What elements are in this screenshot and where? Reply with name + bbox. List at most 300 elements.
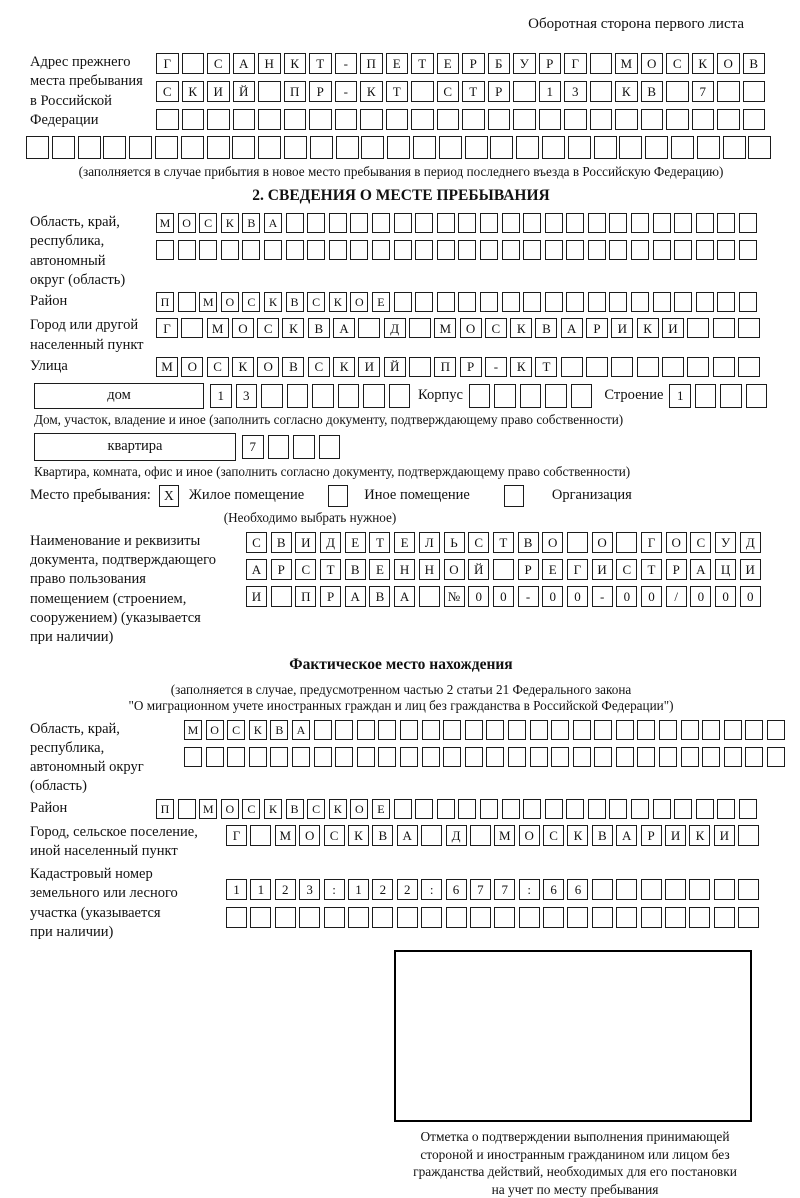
stay-type-checkbox-other[interactable] [328, 485, 348, 507]
char-box[interactable]: О [519, 825, 540, 846]
char-box[interactable]: Г [156, 53, 179, 74]
char-box[interactable] [530, 747, 548, 767]
char-box[interactable]: Р [539, 53, 562, 74]
char-box[interactable]: М [199, 799, 217, 819]
char-box[interactable] [545, 384, 567, 408]
char-box[interactable] [588, 240, 606, 260]
char-box[interactable] [561, 357, 583, 377]
char-box[interactable]: О [460, 318, 482, 338]
char-box[interactable]: В [743, 53, 766, 74]
char-box[interactable]: Д [384, 318, 406, 338]
char-box[interactable] [250, 825, 271, 846]
char-box[interactable] [631, 292, 649, 312]
char-box[interactable] [78, 136, 101, 159]
char-box[interactable] [717, 81, 740, 102]
char-box[interactable] [206, 747, 224, 767]
char-box[interactable]: С [308, 357, 330, 377]
char-box[interactable] [465, 136, 488, 159]
char-box[interactable] [594, 747, 612, 767]
char-box[interactable]: С [227, 720, 245, 740]
char-box[interactable] [571, 384, 593, 408]
char-box[interactable] [314, 747, 332, 767]
char-box[interactable]: Р [586, 318, 608, 338]
char-box[interactable] [545, 240, 563, 260]
char-box[interactable]: - [518, 586, 539, 607]
char-box[interactable] [566, 292, 584, 312]
char-box[interactable]: К [221, 213, 239, 233]
char-box[interactable] [637, 357, 659, 377]
char-box[interactable]: Е [437, 53, 460, 74]
char-box[interactable] [358, 318, 380, 338]
char-box[interactable]: К [249, 720, 267, 740]
char-box[interactable]: : [324, 879, 345, 900]
char-box[interactable] [232, 136, 255, 159]
char-box[interactable]: С [295, 559, 316, 580]
char-box[interactable]: У [715, 532, 736, 553]
char-box[interactable]: С [257, 318, 279, 338]
char-box[interactable]: - [485, 357, 507, 377]
char-box[interactable]: Т [641, 559, 662, 580]
char-box[interactable] [284, 136, 307, 159]
char-box[interactable] [566, 799, 584, 819]
char-box[interactable] [258, 109, 281, 130]
char-box[interactable]: А [246, 559, 267, 580]
char-box[interactable]: Е [372, 799, 390, 819]
char-box[interactable] [516, 136, 539, 159]
char-box[interactable]: 7 [692, 81, 715, 102]
char-box[interactable] [616, 532, 637, 553]
char-box[interactable] [745, 720, 763, 740]
char-box[interactable] [564, 109, 587, 130]
char-box[interactable]: Р [271, 559, 292, 580]
char-box[interactable]: / [666, 586, 687, 607]
char-box[interactable]: Г [641, 532, 662, 553]
char-box[interactable]: В [369, 586, 390, 607]
char-box[interactable] [363, 384, 385, 408]
char-box[interactable] [488, 109, 511, 130]
char-box[interactable] [129, 136, 152, 159]
char-box[interactable]: А [616, 825, 637, 846]
char-box[interactable] [641, 907, 662, 928]
char-box[interactable] [293, 435, 315, 459]
char-box[interactable] [545, 799, 563, 819]
char-box[interactable] [502, 799, 520, 819]
char-box[interactable]: В [286, 292, 304, 312]
char-box[interactable] [659, 720, 677, 740]
char-box[interactable] [609, 292, 627, 312]
char-box[interactable] [378, 747, 396, 767]
char-box[interactable]: К [329, 799, 347, 819]
char-box[interactable] [641, 879, 662, 900]
char-box[interactable] [609, 213, 627, 233]
char-box[interactable]: 7 [242, 435, 264, 459]
char-box[interactable]: Е [345, 532, 366, 553]
char-box[interactable]: 1 [348, 879, 369, 900]
char-box[interactable]: М [434, 318, 456, 338]
char-box[interactable] [653, 240, 671, 260]
char-box[interactable] [717, 799, 735, 819]
char-box[interactable]: К [232, 357, 254, 377]
char-box[interactable]: Е [372, 292, 390, 312]
char-box[interactable] [695, 384, 717, 408]
char-box[interactable]: Г [567, 559, 588, 580]
char-box[interactable]: С [307, 799, 325, 819]
char-box[interactable] [292, 747, 310, 767]
char-box[interactable]: 2 [397, 879, 418, 900]
char-box[interactable] [470, 825, 491, 846]
char-box[interactable] [637, 720, 655, 740]
char-box[interactable]: 0 [715, 586, 736, 607]
char-box[interactable]: П [156, 292, 174, 312]
char-box[interactable] [611, 357, 633, 377]
char-box[interactable] [739, 213, 757, 233]
char-box[interactable] [653, 799, 671, 819]
char-box[interactable] [713, 357, 735, 377]
char-box[interactable] [674, 240, 692, 260]
char-box[interactable] [697, 136, 720, 159]
char-box[interactable] [520, 384, 542, 408]
char-box[interactable] [519, 907, 540, 928]
char-box[interactable]: К [333, 357, 355, 377]
char-box[interactable]: С [543, 825, 564, 846]
char-box[interactable] [586, 357, 608, 377]
char-box[interactable]: 0 [493, 586, 514, 607]
char-box[interactable] [551, 720, 569, 740]
char-box[interactable] [233, 109, 256, 130]
char-box[interactable] [687, 357, 709, 377]
char-box[interactable] [494, 907, 515, 928]
char-box[interactable]: К [282, 318, 304, 338]
char-box[interactable] [662, 357, 684, 377]
char-box[interactable]: М [615, 53, 638, 74]
char-box[interactable] [421, 907, 442, 928]
char-box[interactable] [389, 384, 411, 408]
char-box[interactable] [415, 292, 433, 312]
char-box[interactable]: И [665, 825, 686, 846]
char-box[interactable] [616, 879, 637, 900]
char-box[interactable] [336, 136, 359, 159]
char-box[interactable]: П [284, 81, 307, 102]
char-box[interactable]: 2 [372, 879, 393, 900]
char-box[interactable] [631, 213, 649, 233]
char-box[interactable]: Т [320, 559, 341, 580]
char-box[interactable]: А [233, 53, 256, 74]
char-box[interactable] [717, 109, 740, 130]
char-box[interactable] [275, 907, 296, 928]
char-box[interactable] [738, 907, 759, 928]
char-box[interactable] [422, 720, 440, 740]
char-box[interactable] [702, 747, 720, 767]
char-box[interactable] [411, 109, 434, 130]
char-box[interactable]: К [264, 799, 282, 819]
char-box[interactable] [692, 109, 715, 130]
char-box[interactable] [261, 384, 283, 408]
char-box[interactable]: О [221, 292, 239, 312]
char-box[interactable] [590, 109, 613, 130]
char-box[interactable]: О [181, 357, 203, 377]
char-box[interactable]: Р [309, 81, 332, 102]
char-box[interactable] [745, 747, 763, 767]
char-box[interactable]: 0 [690, 586, 711, 607]
char-box[interactable]: 6 [446, 879, 467, 900]
char-box[interactable] [270, 747, 288, 767]
char-box[interactable]: К [264, 292, 282, 312]
char-box[interactable]: 7 [494, 879, 515, 900]
char-box[interactable] [539, 109, 562, 130]
char-box[interactable] [717, 240, 735, 260]
char-box[interactable] [287, 384, 309, 408]
char-box[interactable] [199, 240, 217, 260]
char-box[interactable] [299, 907, 320, 928]
char-box[interactable]: С [324, 825, 345, 846]
char-box[interactable] [720, 384, 742, 408]
char-box[interactable]: 0 [641, 586, 662, 607]
char-box[interactable] [307, 213, 325, 233]
char-box[interactable]: С [616, 559, 637, 580]
char-box[interactable]: М [156, 213, 174, 233]
char-box[interactable] [409, 357, 431, 377]
char-box[interactable] [619, 136, 642, 159]
char-box[interactable]: К [329, 292, 347, 312]
char-box[interactable]: Н [419, 559, 440, 580]
char-box[interactable] [182, 53, 205, 74]
char-box[interactable] [324, 907, 345, 928]
char-box[interactable]: Г [226, 825, 247, 846]
char-box[interactable] [523, 240, 541, 260]
char-box[interactable]: Т [386, 81, 409, 102]
char-box[interactable] [182, 109, 205, 130]
char-box[interactable] [350, 240, 368, 260]
char-box[interactable] [411, 81, 434, 102]
char-box[interactable]: И [740, 559, 761, 580]
char-box[interactable]: 3 [236, 384, 258, 408]
char-box[interactable]: П [434, 357, 456, 377]
char-box[interactable]: О [206, 720, 224, 740]
char-box[interactable]: О [592, 532, 613, 553]
char-box[interactable]: О [666, 532, 687, 553]
char-box[interactable]: Й [384, 357, 406, 377]
char-box[interactable] [329, 240, 347, 260]
char-box[interactable] [372, 907, 393, 928]
char-box[interactable] [207, 109, 230, 130]
char-box[interactable]: 0 [740, 586, 761, 607]
char-box[interactable]: О [444, 559, 465, 580]
char-box[interactable]: Й [468, 559, 489, 580]
char-box[interactable] [421, 825, 442, 846]
char-box[interactable] [415, 213, 433, 233]
char-box[interactable] [286, 213, 304, 233]
char-box[interactable] [335, 747, 353, 767]
char-box[interactable]: 1 [250, 879, 271, 900]
char-box[interactable] [103, 136, 126, 159]
char-box[interactable]: П [295, 586, 316, 607]
char-box[interactable] [338, 384, 360, 408]
char-box[interactable]: В [286, 799, 304, 819]
char-box[interactable]: И [592, 559, 613, 580]
char-box[interactable] [469, 384, 491, 408]
char-box[interactable] [465, 720, 483, 740]
char-box[interactable] [671, 136, 694, 159]
char-box[interactable] [674, 213, 692, 233]
char-box[interactable] [386, 109, 409, 130]
char-box[interactable] [566, 213, 584, 233]
char-box[interactable] [615, 109, 638, 130]
char-box[interactable] [480, 213, 498, 233]
char-box[interactable] [508, 747, 526, 767]
char-box[interactable] [437, 292, 455, 312]
char-box[interactable] [286, 240, 304, 260]
char-box[interactable] [422, 747, 440, 767]
char-box[interactable] [437, 240, 455, 260]
char-box[interactable]: И [662, 318, 684, 338]
char-box[interactable]: К [510, 357, 532, 377]
char-box[interactable]: О [232, 318, 254, 338]
char-box[interactable]: Е [386, 53, 409, 74]
char-box[interactable] [437, 109, 460, 130]
char-box[interactable]: К [510, 318, 532, 338]
char-box[interactable] [543, 907, 564, 928]
char-box[interactable]: Е [394, 532, 415, 553]
char-box[interactable]: П [156, 799, 174, 819]
char-box[interactable]: С [666, 53, 689, 74]
char-box[interactable] [387, 136, 410, 159]
char-box[interactable] [748, 136, 771, 159]
char-box[interactable] [551, 747, 569, 767]
char-box[interactable] [724, 720, 742, 740]
char-box[interactable]: 1 [669, 384, 691, 408]
char-box[interactable] [221, 240, 239, 260]
char-box[interactable]: Т [411, 53, 434, 74]
char-box[interactable] [413, 136, 436, 159]
char-box[interactable] [443, 720, 461, 740]
char-box[interactable] [26, 136, 49, 159]
char-box[interactable] [312, 384, 334, 408]
char-box[interactable] [513, 81, 536, 102]
char-box[interactable] [665, 879, 686, 900]
char-box[interactable]: 6 [567, 879, 588, 900]
char-box[interactable]: 3 [299, 879, 320, 900]
char-box[interactable] [696, 799, 714, 819]
char-box[interactable]: Й [233, 81, 256, 102]
char-box[interactable]: Т [493, 532, 514, 553]
char-box[interactable] [724, 747, 742, 767]
char-box[interactable]: Н [258, 53, 281, 74]
char-box[interactable] [486, 747, 504, 767]
char-box[interactable] [502, 213, 520, 233]
char-box[interactable]: С [485, 318, 507, 338]
char-box[interactable] [360, 109, 383, 130]
char-box[interactable] [573, 720, 591, 740]
char-box[interactable]: Ь [444, 532, 465, 553]
char-box[interactable] [419, 586, 440, 607]
char-box[interactable]: С [199, 213, 217, 233]
char-box[interactable] [394, 292, 412, 312]
char-box[interactable]: Р [462, 53, 485, 74]
char-box[interactable]: - [592, 586, 613, 607]
char-box[interactable] [739, 799, 757, 819]
char-box[interactable]: И [207, 81, 230, 102]
char-box[interactable] [443, 747, 461, 767]
char-box[interactable] [437, 213, 455, 233]
char-box[interactable]: 0 [542, 586, 563, 607]
char-box[interactable] [645, 136, 668, 159]
char-box[interactable] [641, 109, 664, 130]
char-box[interactable]: К [637, 318, 659, 338]
stay-type-checkbox-residential[interactable]: X [159, 485, 179, 507]
char-box[interactable]: Р [641, 825, 662, 846]
char-box[interactable] [665, 907, 686, 928]
char-box[interactable] [502, 240, 520, 260]
char-box[interactable] [409, 318, 431, 338]
char-box[interactable] [666, 109, 689, 130]
char-box[interactable]: М [156, 357, 178, 377]
char-box[interactable]: Д [320, 532, 341, 553]
char-box[interactable] [480, 799, 498, 819]
char-box[interactable]: М [207, 318, 229, 338]
char-box[interactable] [616, 907, 637, 928]
char-box[interactable]: В [242, 213, 260, 233]
char-box[interactable] [350, 213, 368, 233]
char-box[interactable] [542, 136, 565, 159]
char-box[interactable]: Т [462, 81, 485, 102]
char-box[interactable] [249, 747, 267, 767]
char-box[interactable] [687, 318, 709, 338]
char-box[interactable] [767, 720, 785, 740]
char-box[interactable]: О [641, 53, 664, 74]
char-box[interactable]: С [207, 357, 229, 377]
char-box[interactable]: Р [320, 586, 341, 607]
char-box[interactable]: О [178, 213, 196, 233]
char-box[interactable]: К [692, 53, 715, 74]
char-box[interactable] [361, 136, 384, 159]
char-box[interactable] [178, 799, 196, 819]
char-box[interactable]: К [689, 825, 710, 846]
char-box[interactable] [348, 907, 369, 928]
char-box[interactable] [530, 720, 548, 740]
char-box[interactable]: А [561, 318, 583, 338]
char-box[interactable] [470, 907, 491, 928]
char-box[interactable] [767, 747, 785, 767]
char-box[interactable]: А [397, 825, 418, 846]
char-box[interactable] [309, 109, 332, 130]
char-box[interactable] [523, 213, 541, 233]
char-box[interactable]: Р [460, 357, 482, 377]
char-box[interactable] [181, 136, 204, 159]
char-box[interactable]: Б [488, 53, 511, 74]
char-box[interactable] [480, 292, 498, 312]
char-box[interactable] [52, 136, 75, 159]
char-box[interactable] [592, 879, 613, 900]
char-box[interactable] [314, 720, 332, 740]
char-box[interactable] [458, 213, 476, 233]
char-box[interactable] [659, 747, 677, 767]
char-box[interactable]: Т [369, 532, 390, 553]
char-box[interactable] [439, 136, 462, 159]
char-box[interactable]: Г [156, 318, 178, 338]
char-box[interactable] [714, 907, 735, 928]
char-box[interactable]: Е [542, 559, 563, 580]
char-box[interactable] [696, 213, 714, 233]
char-box[interactable]: У [513, 53, 536, 74]
char-box[interactable]: О [221, 799, 239, 819]
char-box[interactable] [502, 292, 520, 312]
char-box[interactable]: К [615, 81, 638, 102]
char-box[interactable] [592, 907, 613, 928]
char-box[interactable] [307, 240, 325, 260]
char-box[interactable] [674, 799, 692, 819]
char-box[interactable]: К [348, 825, 369, 846]
char-box[interactable] [207, 136, 230, 159]
